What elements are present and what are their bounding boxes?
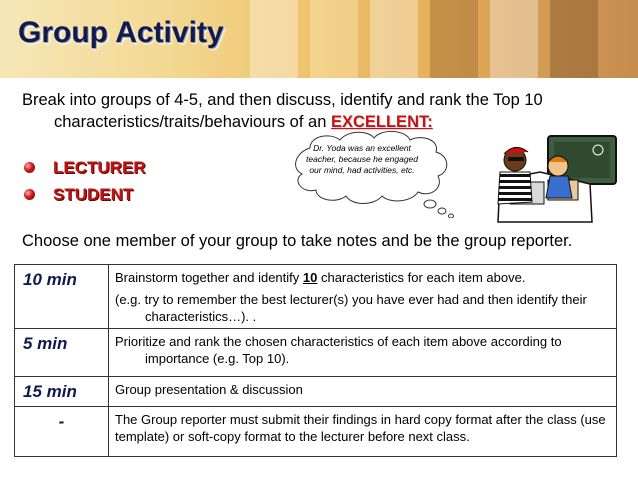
- description-text: Brainstorm together and identify: [115, 270, 303, 285]
- description-cell: [109, 377, 617, 407]
- table-row: [15, 377, 617, 407]
- description-cell: [109, 407, 617, 457]
- banner-photo-tile: [370, 0, 418, 78]
- list-item: [24, 154, 146, 181]
- bullet-dot-icon: [24, 189, 35, 200]
- highlight-number: 10: [302, 270, 318, 285]
- table-row: [15, 407, 617, 457]
- table-row: [15, 265, 617, 329]
- intro-line-2-text: characteristics/traits/behaviours of an: [54, 113, 331, 131]
- role-list: [24, 154, 146, 208]
- intro-text: [22, 89, 602, 133]
- description-line: Prioritize and rank the chosen characteristics of each item above according to importance (e.g. Top 10).: [115, 334, 562, 366]
- activity-table: [14, 264, 617, 457]
- intro-colon: :: [427, 113, 433, 131]
- time-cell: 5 min: [15, 329, 109, 377]
- table-row: [15, 329, 617, 377]
- banner-photo-tile: [430, 0, 478, 78]
- banner-photo-tile: [310, 0, 358, 78]
- bullet-label: LECTURER: [53, 157, 146, 177]
- bullet-label: STUDENT: [53, 184, 134, 204]
- description-cell: [109, 265, 617, 329]
- description-line: Group presentation & discussion: [115, 382, 303, 397]
- intro-line-1: Break into groups of 4-5, and then discuss, identify and rank the Top 10: [22, 91, 543, 109]
- description-line: [115, 269, 608, 286]
- time-cell: 10 min: [15, 265, 109, 329]
- slide-title: Group Activity: [18, 16, 224, 49]
- description-line: (e.g. try to remember the best lecturer(s) you have ever had and then identify their characteristics…). .: [115, 292, 587, 324]
- banner-photo-tile: [490, 0, 538, 78]
- description-line: The Group reporter must submit their findings in hard copy format after the class (use template) or soft-copy format to the lecturer before next class.: [115, 412, 606, 444]
- banner-photo-tile: [250, 0, 298, 78]
- time-cell: 15 min: [15, 377, 109, 407]
- students-computer-illustration: [470, 132, 620, 227]
- list-item: [24, 181, 146, 208]
- intro-emphasis: EXCELLENT: [330, 113, 428, 131]
- time-cell: -: [15, 407, 109, 457]
- bullet-dot-icon: [24, 162, 35, 173]
- thought-bubble-text: Dr. Yoda was an excellent teacher, because he engaged our mind, had activities, etc.: [306, 143, 419, 175]
- description-cell: [109, 329, 617, 377]
- banner-photo-tile: [550, 0, 598, 78]
- instruction-text: Choose one member of your group to take notes and be the group reporter.: [22, 232, 573, 250]
- description-text: characteristics for each item above.: [317, 270, 526, 285]
- header-banner: [0, 0, 638, 78]
